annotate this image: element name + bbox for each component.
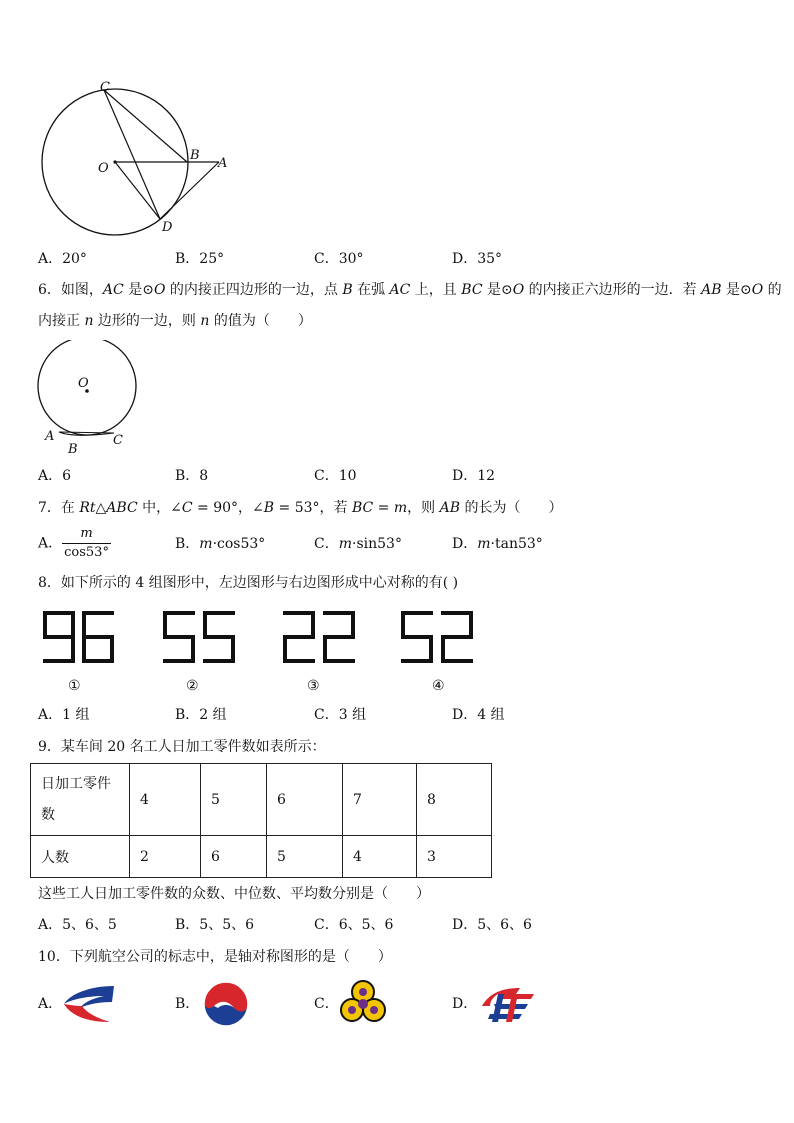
q8-option-a[interactable]: A．1 组 bbox=[38, 707, 90, 723]
table-cell: 4 bbox=[130, 764, 201, 836]
q6-option-c[interactable]: C．10 bbox=[314, 468, 357, 484]
q8-group-label-3: ③ bbox=[307, 678, 320, 694]
china-eastern-logo-icon[interactable] bbox=[60, 980, 116, 1026]
q5-label-a: A bbox=[218, 156, 228, 171]
q5-option-c[interactable]: C．30° bbox=[314, 251, 364, 267]
q7-option-b[interactable]: B．m·cos53° bbox=[175, 536, 266, 552]
table-cell: 4 bbox=[343, 836, 417, 878]
q7-option-c[interactable]: C．m·sin53° bbox=[314, 536, 402, 552]
table-cell: 5 bbox=[201, 764, 267, 836]
q10-option-d-label[interactable]: D． bbox=[452, 996, 478, 1012]
q5-option-a[interactable]: A．20° bbox=[38, 251, 87, 267]
q6-option-a[interactable]: A．6 bbox=[38, 468, 72, 484]
malaysia-airlines-logo-icon[interactable] bbox=[476, 982, 538, 1026]
q9-data-table bbox=[30, 763, 492, 878]
q5-option-d[interactable]: D．35° bbox=[452, 251, 503, 267]
q5-label-d: D bbox=[162, 220, 173, 235]
q7-stem: 7．在 Rt△ABC 中，∠C = 90°，∠B = 53°，若 BC = m，则 AB 的长为（ ） bbox=[38, 500, 563, 516]
q6-option-d[interactable]: D．12 bbox=[452, 468, 496, 484]
q6-label-a: A bbox=[45, 429, 55, 444]
q8-group-label-1: ① bbox=[68, 678, 81, 694]
q8-option-d[interactable]: D．4 组 bbox=[452, 707, 505, 723]
q9-option-c[interactable]: C．6、5、6 bbox=[314, 917, 394, 933]
q6-label-b: B bbox=[68, 442, 78, 457]
q6-circle-figure bbox=[34, 340, 144, 440]
q8-group-1-figure bbox=[42, 610, 116, 664]
q9-option-d[interactable]: D．5、6、6 bbox=[452, 917, 532, 933]
q5-label-c: C bbox=[100, 80, 110, 95]
q8-option-b[interactable]: B．2 组 bbox=[175, 707, 227, 723]
q6-label-c: C bbox=[113, 433, 123, 448]
q10-option-c-label[interactable]: C． bbox=[314, 996, 339, 1012]
q5-label-b: B bbox=[190, 148, 200, 163]
thai-airways-logo-icon[interactable] bbox=[338, 978, 388, 1028]
table-cell: 5 bbox=[267, 836, 343, 878]
q10-option-b-label[interactable]: B． bbox=[175, 996, 200, 1012]
q7-option-a[interactable]: A． $\frac{m}{\cos 53^\circ}$ bbox=[38, 526, 109, 560]
q6-option-b[interactable]: B．8 bbox=[175, 468, 209, 484]
q9-option-b[interactable]: B．5、5、6 bbox=[175, 917, 255, 933]
q9-question: 这些工人日加工零件数的众数、中位数、平均数分别是（ ） bbox=[38, 886, 430, 902]
table-cell: 8 bbox=[417, 764, 492, 836]
korean-air-logo-icon[interactable] bbox=[202, 980, 250, 1028]
q5-label-o: O bbox=[98, 161, 109, 176]
table-header-cell: 人数 bbox=[31, 836, 130, 878]
table-cell: 6 bbox=[267, 764, 343, 836]
q6-stem-line1: 6．如图，AC 是⊙O 的内接正四边形的一边，点 B 在弧 AC 上，且 BC 是⊙O 的内接正六边形的一边．若 AB 是⊙O 的 bbox=[38, 282, 782, 298]
table-cell: 6 bbox=[201, 836, 267, 878]
q10-option-a-label[interactable]: A． bbox=[38, 996, 63, 1012]
q9-stem: 9．某车间 20 名工人日加工零件数如表所示： bbox=[38, 739, 326, 755]
q9-option-a[interactable]: A．5、6、5 bbox=[38, 917, 117, 933]
q5-option-b[interactable]: B．25° bbox=[175, 251, 225, 267]
q5-circle-figure bbox=[36, 78, 236, 238]
q8-group-3-figure bbox=[282, 610, 358, 664]
table-row bbox=[31, 836, 492, 878]
q8-group-4-figure bbox=[400, 610, 476, 664]
q7-option-d[interactable]: D．m·tan53° bbox=[452, 536, 543, 552]
q8-option-c[interactable]: C．3 组 bbox=[314, 707, 367, 723]
q8-group-2-figure bbox=[160, 610, 238, 664]
table-cell: 3 bbox=[417, 836, 492, 878]
table-cell: 2 bbox=[130, 836, 201, 878]
table-header-cell: 日加工零件 数 bbox=[31, 764, 130, 836]
q8-group-label-4: ④ bbox=[432, 678, 445, 694]
q10-stem: 10．下列航空公司的标志中，是轴对称图形的是（ ） bbox=[38, 949, 392, 965]
q6-label-o: O bbox=[78, 376, 89, 391]
q6-stem-line2: 内接正 n 边形的一边，则 n 的值为（ ） bbox=[38, 313, 312, 329]
q8-stem: 8．如下所示的 4 组图形中，左边图形与右边图形成中心对称的有( ) bbox=[38, 575, 459, 591]
table-cell: 7 bbox=[343, 764, 417, 836]
q8-group-label-2: ② bbox=[186, 678, 199, 694]
table-row bbox=[31, 764, 492, 836]
